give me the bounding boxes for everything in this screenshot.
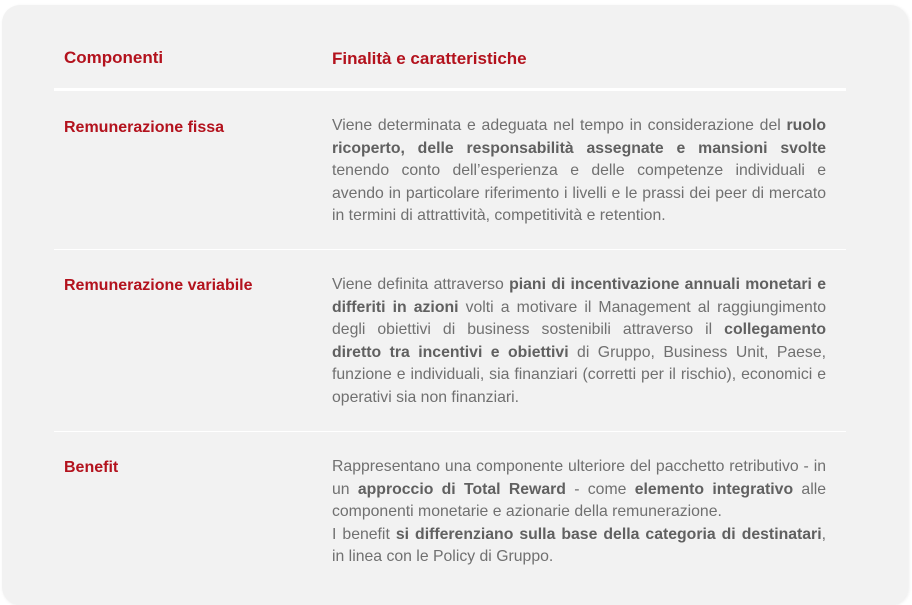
body-text: tenendo conto dell’esperienza e delle competenze individuali e avendo in particolare riferimento i livelli e le prassi dei peer di mercato in termini di attrattività, competitività e retention. xyxy=(332,162,826,225)
emphasis-text: approccio di Total Reward xyxy=(357,480,566,498)
body-text: Rappresentano una componente ulteriore del pacchetto retributivo - in un xyxy=(332,458,826,498)
table-header xyxy=(54,35,846,89)
component-name: Remunerazione fissa xyxy=(64,119,225,136)
header-purpose: Finalità e caratteristiche xyxy=(332,49,527,68)
description-paragraph xyxy=(332,456,826,524)
emphasis-text: collegamento diretto tra incentivi e obiettivi xyxy=(332,321,826,361)
body-text: Viene determinata e adeguata nel tempo in considerazione del xyxy=(332,117,787,134)
component-description xyxy=(332,91,826,228)
description-paragraph xyxy=(332,524,826,569)
body-text: alle componenti monetarie e azionarie della remunerazione. xyxy=(332,480,826,521)
component-description xyxy=(332,250,826,410)
body-text: volti a motivare il Management al raggiungimento degli obiettivi di business sostenibili attraverso il xyxy=(332,298,827,339)
body-text: I benefit xyxy=(332,525,396,543)
body-text: Viene definita attraverso xyxy=(332,276,510,293)
table-row xyxy=(54,432,846,569)
emphasis-text: si differenziano sulla base della categoria di destinatari xyxy=(395,525,822,543)
emphasis-text: ruolo ricoperto, delle responsabilità assegnate e mansioni svolte xyxy=(332,117,826,157)
emphasis-text: piani di incentivazione annuali monetari e differiti in azioni xyxy=(332,276,826,316)
component-name: Benefit xyxy=(64,459,119,476)
component-description xyxy=(332,432,826,569)
components-table xyxy=(54,35,846,569)
component-name: Remunerazione variabile xyxy=(64,277,253,294)
body-text: di Gruppo, Business Unit, Paese, funzione e individuali, sia finanziari (corretti per il rischio), economici e operativi sia non finanziari. xyxy=(332,343,827,406)
body-text: , in linea con le Policy di Gruppo. xyxy=(332,525,826,566)
table-row xyxy=(54,91,846,249)
table-row xyxy=(54,250,846,431)
body-text: - come xyxy=(565,480,635,498)
header-components: Componenti xyxy=(64,48,164,67)
emphasis-text: elemento integrativo xyxy=(634,480,794,498)
